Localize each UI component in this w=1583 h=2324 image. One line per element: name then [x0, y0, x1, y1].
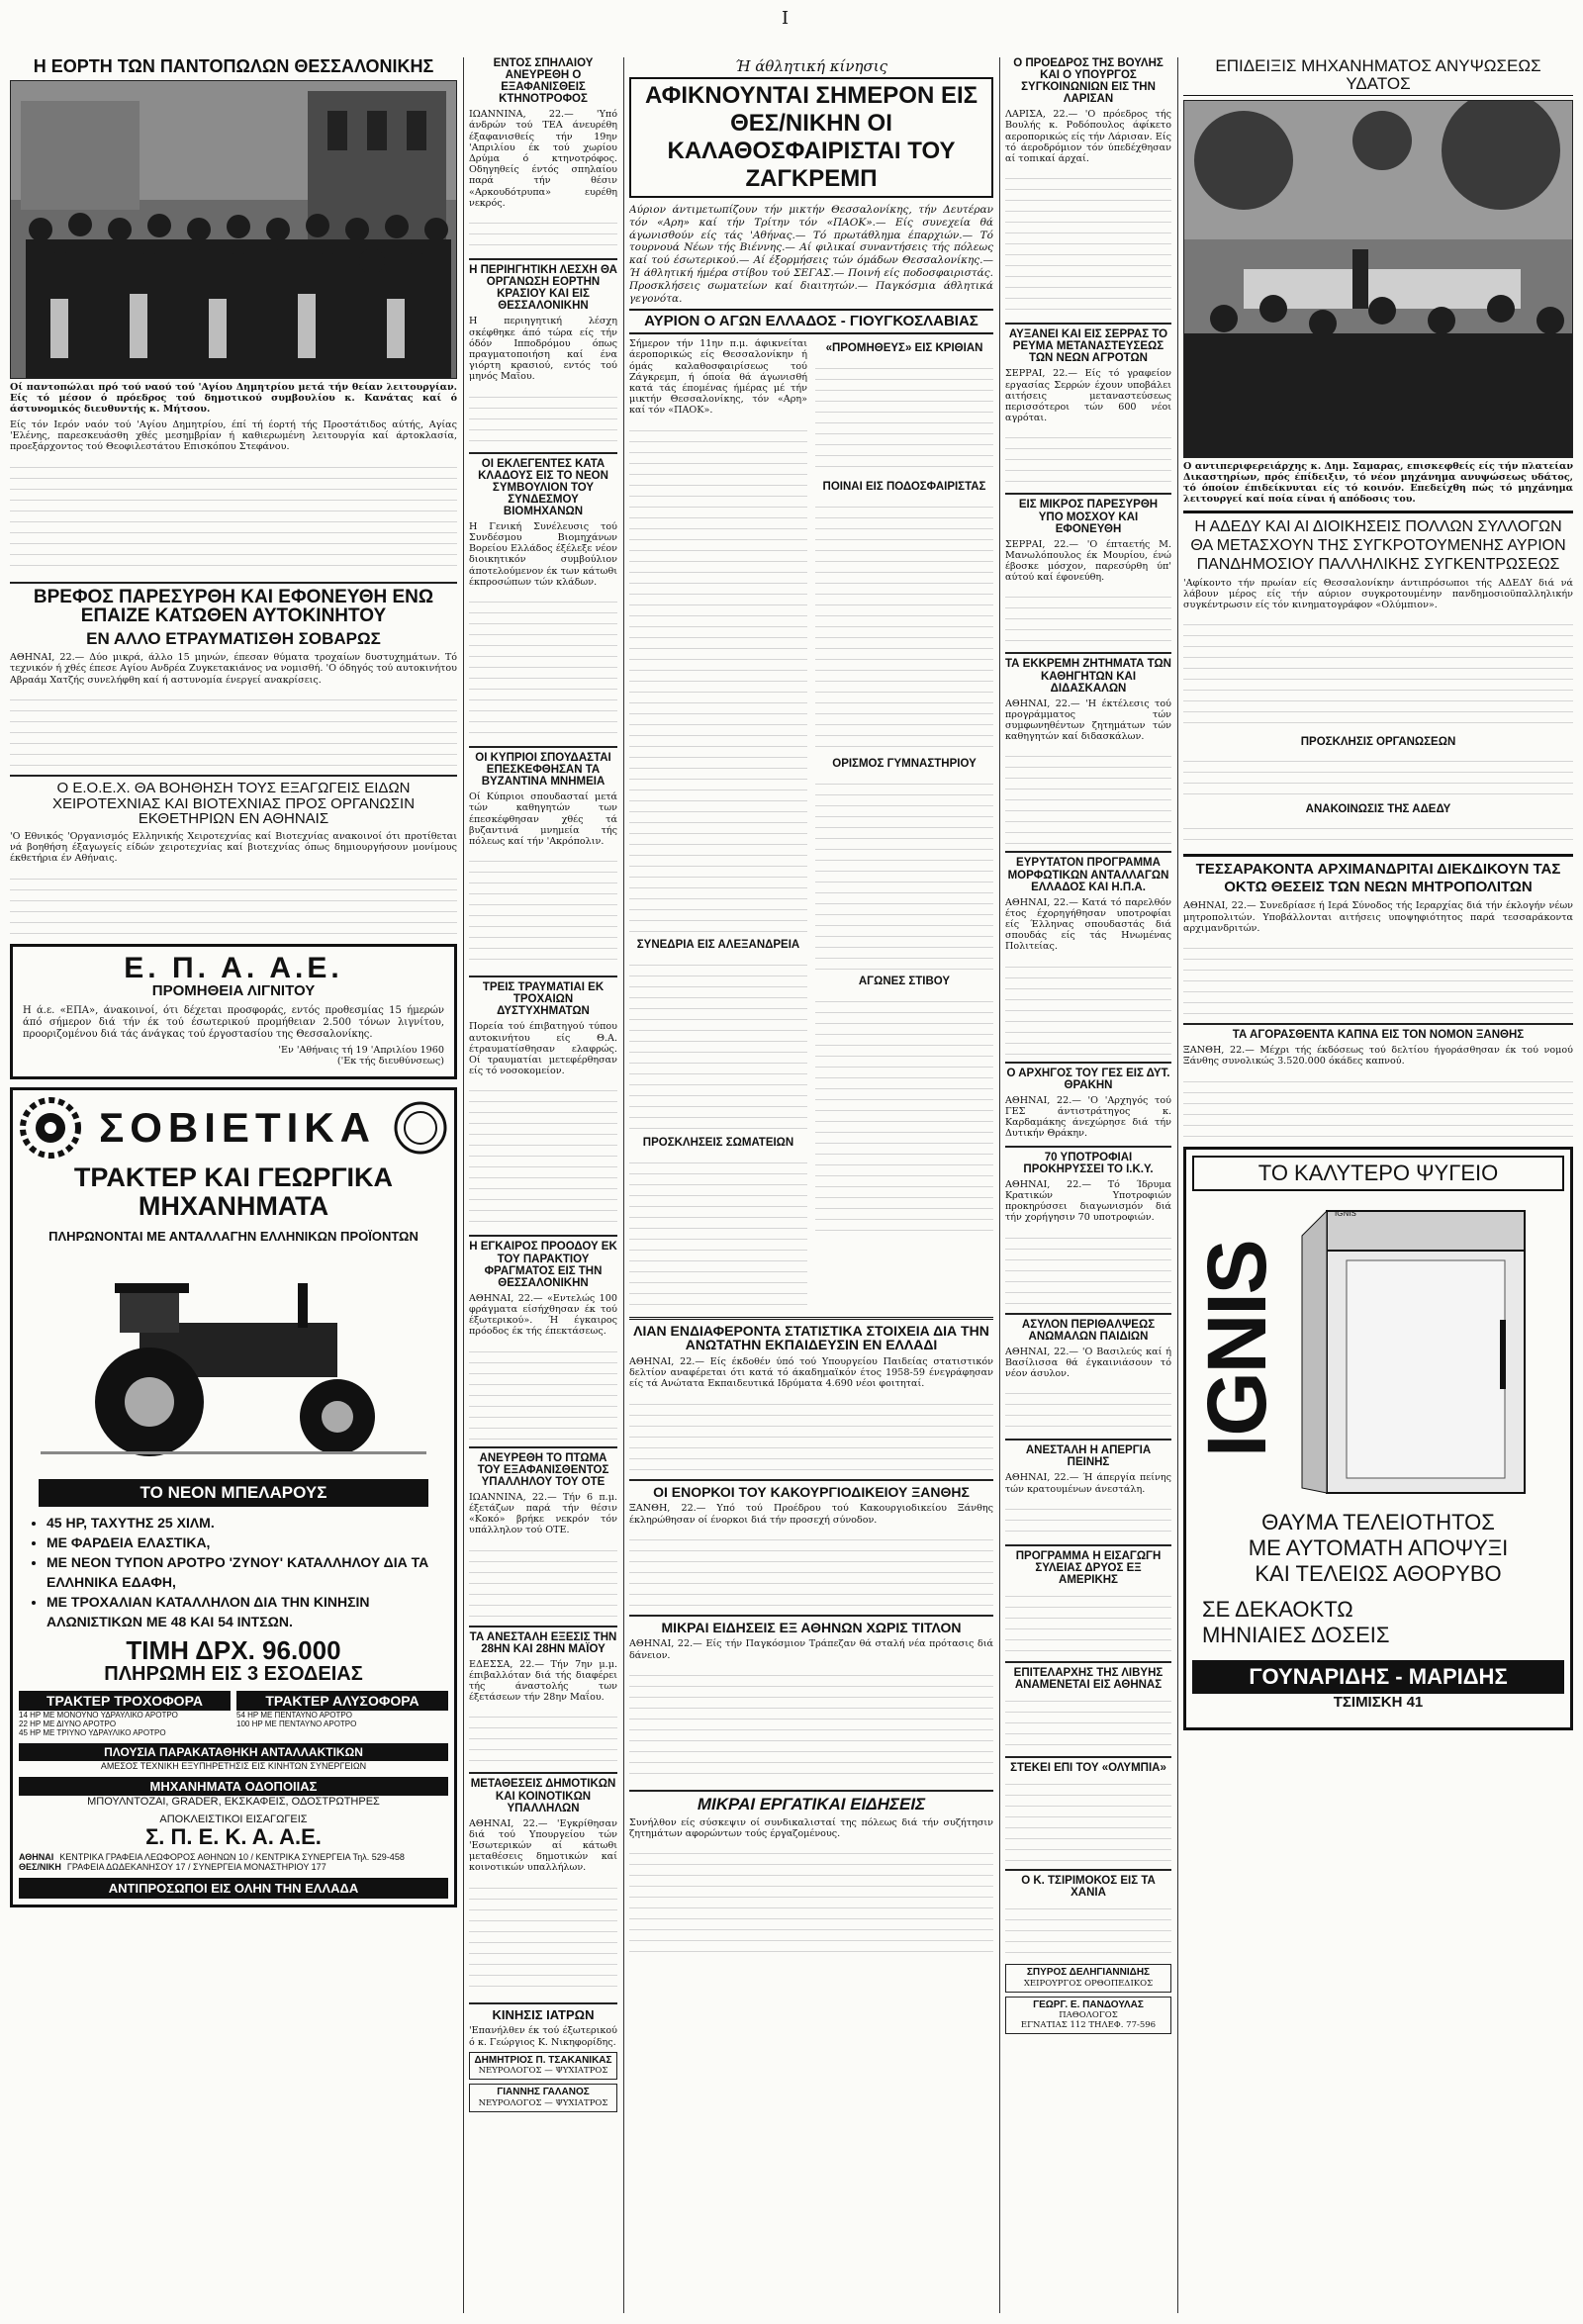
parts-service: ΑΜΕΣΟΣ ΤΕΧΝΙΚΗ ΕΞΥΠΗΡΕΤΗΣΙΣ ΕΙΣ ΚΙΝΗΤΩΝ ΣΥΝΕΡΓΕΙΩΝ: [100, 1760, 367, 1771]
headline-eoex: Ο Ε.Ο.Ε.Χ. ΘΑ ΒΟΗΘΗΣΗ ΤΟΥΣ ΕΞΑΓΩΓΕΙΣ ΕΙΔΩΝ ΧΕΙΡΟΤΕΧΝΙΑΣ ΚΑΙ ΒΙΟΤΕΧΝΙΑΣ ΠΡΟΣ ΟΡΓΑΝΩΣΙΝ ΕΚΘΕΤΗΡΙΩΝ ΕΝ ΑΘΗΝΑΙΣ: [51, 779, 416, 828]
body-text-continuation: [1005, 1586, 1171, 1655]
tracked-line: 54 ΗΡ ΜΕ ΠΕΝΤΑΥΝΟ ΑΡΟΤΡΟ: [236, 1710, 352, 1720]
headline-chania: Ο Κ. ΤΣΙΡΙΜΟΚΟΣ ΕΙΣ ΤΑ ΧΑΝΙΑ: [1021, 1875, 1156, 1900]
headline-invitation: ΠΡΟΣΚΛΗΣΙΣ ΟΡΓΑΝΩΣΕΩΝ: [1300, 736, 1456, 749]
exams-body: ΕΔΕΣΣΑ, 22.— Τήν 7ην μ.μ. έπιβαλλόταν διά τής διαφέρει τής άναστολής των έξετάσεων τήν 28ην Μαΐου.: [469, 1658, 617, 1704]
eoex-body: 'Ο Εθνικός 'Οργανισμός Ελληνικής Χειροτεχνίας καί Βιοτεχνίας ανακοινοί ότι προτίθεται νά βοηθήση έξαγωγείς είδών χειροτεχνίας καί βιοτεχνίας όπως δημιουργήσουν μονίμους έκθετήρια έν Αθήναις.: [10, 831, 457, 865]
dam-body: ΑΘΗΝΑΙ, 22.— «Εντελώς 100 φράγματα είσήχθησαν έκ τού έξωτερικού». Ή έγκαιρος πρόοδος έκ τής έπεκτάσεως.: [469, 1292, 617, 1338]
eoex-article: [10, 775, 457, 938]
body-text-continuation: [1183, 818, 1573, 848]
tracked-line: 100 ΗΡ ΜΕ ΠΕΝΤΑΥΝΟ ΑΡΟΤΡΟ: [236, 1719, 357, 1728]
thrace-body: ΑΘΗΝΑΙ, 22.— 'Ο 'Αρχηγός τού ΓΕΣ άντιστράτηγος κ. Καρδαμάκης άνεχώρησε διά τήν Δυτικήν Θράκην.: [1005, 1094, 1171, 1140]
archimandrites-body: ΑΘΗΝΑΙ, 22.— Συνεδρίασε ή Ιερά Σύνοδος τής Ιεραρχίας διά τήν έκλογήν νέων μητροπολιτών. Υποβάλλονται αιτήσεις υποψηφιότητος παρά τεσσαράκοντα αρχιμανδριτών.: [1183, 900, 1573, 934]
asylum-body: ΑΘΗΝΑΙ, 22.— 'Ο Βασιλεύς καί ή Βασίλισσα θά έγκαινιάσουν τό νέον άσυλον.: [1005, 1346, 1171, 1380]
importer-label: ΑΠΟΚΛΕΙΣΤΙΚΟΙ ΕΙΣΑΓΩΓΕΙΣ: [159, 1813, 308, 1825]
headline-adedy: Η ΑΔΕΔΥ ΚΑΙ ΑΙ ΔΙΟΙΚΗΣΕΙΣ ΠΟΛΛΩΝ ΣΥΛΛΟΓΩΝ ΘΑ ΜΕΤΑΣΧΟΥΝ ΤΗΣ ΣΥΓΚΡΟΤΟΥΜΕΝΗΣ ΑΥΡΙΟΝ ΠΑΝΔΗΜΟΣΙΟΥ ΠΑΛΛΗΛΙΚΗΣ ΣΥΓΚΕΝΤΡΩΣΕΩΣ: [1190, 517, 1566, 573]
body-text-continuation: [629, 1665, 993, 1784]
sports-left-subcolumn: [629, 338, 807, 1311]
headline-doctors: ΚΙΝΗΣΙΣ ΙΑΤΡΩΝ: [492, 2006, 595, 2022]
epa-subtitle: ΠΡΟΜΗΘΕΙΑ ΛΙΓΝΙΤΟΥ: [151, 982, 316, 1000]
headline-asylum: ΑΣΥΛΟΝ ΠΕΡΙΘΑΛΨΕΩΣ ΑΝΩΜΑΛΩΝ ΠΑΙΔΙΩΝ: [1021, 1318, 1156, 1343]
body-text-continuation: [815, 358, 993, 477]
headline-jurors: ΟΙ ΕΝΟΡΚΟΙ ΤΟΥ ΚΑΚΟΥΡΓΙΟΔΙΚΕΙΟΥ ΞΑΝΘΗΣ: [653, 1483, 970, 1500]
refrigerator-illustration: [1287, 1201, 1554, 1498]
wheeled-line: 22 ΗΡ ΜΕ ΔΙΥΝΟ ΑΡΟΤΡΟ: [19, 1719, 117, 1728]
gear-logo-icon: [19, 1096, 82, 1160]
headline-olympia: ΣΤΕΚΕΙ ΕΠΙ ΤΟΥ «ΟΛΥΜΠΙΑ»: [1010, 1762, 1166, 1775]
doctor-name: ΣΠΥΡΟΣ ΔΕΛΗΓΙΑΝΝΙΔΗΣ: [1026, 1967, 1151, 1979]
tractor-illustration: [19, 1254, 448, 1471]
body-text-continuation: [469, 1342, 617, 1441]
wheeled-line: 45 ΗΡ ΜΕ ΤΡΙΥΝΟ ΥΔΡΑΥΛΙΚΟ ΑΡΟΤΡΟ: [19, 1727, 166, 1737]
statistics-body: ΑΘΗΝΑΙ, 22.— Είς έκδοθέν ύπό τού Υπουργείου Παιδείας στατιστικόν δελτίον αναφέρεται ότι κατά τό άκαδημαϊκόν έτος 1958-59 ένεγράφησαν είς τά Ανώτατα Εκπαιδευτικά Ιδρύματα 4.690 νέοι φοιτηταί.: [629, 1356, 993, 1390]
hunger-strike-body: ΑΘΗΝΑΙ, 22.— Ή άπεργία πείνης τών κρατουμένων άνεστάλη.: [1005, 1472, 1171, 1495]
body-text-continuation: [1183, 938, 1573, 1017]
column-rule: [623, 57, 624, 2313]
ignis-tagline-3: ΚΑΙ ΤΕΛΕΙΩΣ ΑΘΟΡΥΒΟ: [1255, 1560, 1502, 1586]
body-text-continuation: [629, 1153, 807, 1311]
doctors-body: 'Επανήλθεν έκ τού έξωτερικού ό κ. Γεώργιος Κ. Νικηφορίδης.: [469, 2025, 617, 2048]
column-1: [10, 57, 457, 2318]
water-pump-caption: Ο αντιπεριφερειάρχης κ. Δημ. Σαμαρας, επισκεφθείς είς τήν πλατείαν Δικαστηρίων, πρός έπίδειξιν, τό νέον μηχάνημα ανυψώσεως υδάτος, τό όποίον έπιδείκνυται είς τό κοινόν. Επεδείχθη πώς τό μηχάνημα λειτουργεί καί ποία είναι ή απόδοσις του.: [1183, 460, 1573, 505]
calf-body: ΣΕΡΡΑΙ, 22.— 'Ο έπταετής Μ. Μανωλόπουλος έκ Μουρίου, ένώ έβοσκε μόσχον, παρεσύρθη ύπ' αύτού καί έφονεύθη.: [1005, 538, 1171, 584]
wheeled-tractor-label: ΤΡΑΚΤΕΡ ΤΡΟΧΟΦΟΡΑ: [19, 1691, 231, 1711]
three-injured-body: Πορεία τού έπιβατηγού τύπου αυτοκινήτου είς Θ.Α. έτραυματίσθησαν ελαφρώς. Οί τραυματίαι μετεφέρθησαν είς τό νοσοκομείον.: [469, 1021, 617, 1077]
body-text-continuation: [1183, 751, 1573, 800]
road-machinery: ΜΗΧΑΝΗΜΑΤΑ ΟΔΟΠΟΙΙΑΣ: [19, 1777, 448, 1796]
club-body: Η περιηγητική λέσχη σκέφθηκε άπό τώρα είς τήν όδόν Ιπποδρόμου όπως πραγματοποιήση καί ένα γιόρτη κρασιού, εντός τού μηνός Μαΐου.: [469, 316, 617, 383]
headline-invitations: ΠΡΟΣΚΛΗΣΕΙΣ ΣΩΜΑΤΕΙΩΝ: [642, 1136, 794, 1149]
water-pump-photo: [1183, 100, 1573, 458]
fridge-brand-label: IGNIS: [1335, 1208, 1356, 1218]
column-rule: [463, 57, 464, 2313]
doctor-specialty: ΠΑΘΟΛΟΓΟΣ: [1059, 2010, 1118, 2021]
body-text-continuation: [1005, 1499, 1171, 1538]
feature-item: • ΜΕ ΝΕΟΝ ΤΥΠΟΝ ΑΡΟΤΡΟ 'ΖΥΝΟΥ' ΚΑΤΑΛΛΗΛΟΥ ΔΙΑ ΤΑ ΕΛΛΗΝΙΚΑ ΕΔΑΦΗ,: [47, 1552, 448, 1592]
teachers-body: ΑΘΗΝΑΙ, 22.— 'Η έκτέλεσις τού προγράμματος τών συμφωνηθέντων ζητημάτων τών καθηγητών καί διδασκάλων.: [1005, 697, 1171, 743]
column-rule: [999, 57, 1000, 2313]
thessaloniki-label: ΘΕΣ/ΝΙΚΗ: [19, 1862, 61, 1873]
ignis-address: ΤΣΙΜΙΣΚΗ 41: [1333, 1693, 1424, 1711]
headline-tobacco: ΤΑ ΑΓΟΡΑΣΘΕΝΤΑ ΚΑΠΝΑ ΕΙΣ ΤΟΝ ΝΟΜΟΝ ΞΑΝΘΗΣ: [1232, 1029, 1525, 1042]
headline-calf: ΕΙΣ ΜΙΚΡΟΣ ΠΑΡΕΣΥΡΘΗ ΥΠΟ ΜΟΣΧΟΥ ΚΑΙ ΕΦΟΝΕΥΘΗ: [1018, 499, 1159, 535]
crowd-photo-image: [11, 81, 457, 378]
athens-label: ΑΘΗΝΑΙ: [19, 1852, 54, 1863]
thessaloniki-address: ΓΡΑΦΕΙΑ ΔΩΔΕΚΑΝΗΣΟΥ 17 / ΣΥΝΕΡΓΕΙΑ ΜΟΝΑΣΤΗΡΙΟΥ 177: [66, 1862, 326, 1873]
body-text-continuation: [10, 869, 457, 938]
body-text-continuation: [1005, 1228, 1171, 1307]
headline-penalties: ΠΟΙΝΑΙ ΕΙΣ ΠΟΔΟΣΦΑΙΡΙΣΤΑΣ: [822, 481, 986, 494]
parts-stock: ΠΛΟΥΣΙΑ ΠΑΡΑΚΑΤΑΘΗΚΗ ΑΝΤΑΛΛΑΚΤΙΚΩΝ: [19, 1743, 448, 1761]
body-text-continuation: [469, 1707, 617, 1766]
labor-news-body: Συνήλθον είς σύσκεψιν οί συνδικαλισταί της πόλεως διά τήν συζήτησιν ζητημάτων αφορώντων τούς έργαζομένους.: [629, 1816, 993, 1839]
top-mark: I: [782, 8, 790, 29]
epa-date: 'Εν 'Αθήναις τή 19 'Απριλίου 1960: [278, 1044, 444, 1056]
headline-track: ΑΓΩΝΕΣ ΣΤΙΒΟΥ: [858, 976, 951, 988]
column-2: [469, 57, 617, 2318]
festival-photo: [10, 80, 457, 379]
headline-exchange: ΕΥΡΥΤΑΤΟΝ ΠΡΟΓΡΑΜΜΑ ΜΟΡΦΩΤΙΚΩΝ ΑΝΤΑΛΛΑΓΩΝ ΕΛΛΑΔΟΣ ΚΑΙ Η.Π.Α.: [1007, 857, 1169, 893]
body-text-continuation: [10, 457, 457, 576]
headline-gym: ΟΡΙΣΜΟΣ ΓΥΜΝΑΣΤΗΡΙΟΥ: [832, 758, 977, 771]
body-text-continuation: [10, 690, 457, 769]
body-text-continuation: [629, 420, 807, 935]
tracked-tractor-label: ΤΡΑΚΤΕΡ ΑΛΥΣΟΦΟΡΑ: [236, 1691, 448, 1711]
epa-ad: [10, 944, 457, 1080]
representatives: ΑΝΤΙΠΡΟΣΩΠΟΙ ΕΙΣ ΟΛΗΝ ΤΗΝ ΕΛΛΑΔΑ: [19, 1878, 448, 1899]
body-text-continuation: [1005, 1774, 1171, 1863]
body-text-continuation: [469, 1878, 617, 1997]
headline-teachers: ΤΑ ΕΚΚΡΕΜΗ ΖΗΤΗΜΑΤΑ ΤΩΝ ΚΑΘΗΓΗΤΩΝ ΚΑΙ ΔΙΔΑΣΚΑΛΩΝ: [1005, 658, 1171, 695]
doctor-name: ΔΗΜΗΤΡΙΟΣ Π. ΤΣΑΚΑΝΙΚΑΣ: [474, 2054, 612, 2066]
baby-body: ΑΘΗΝΑΙ, 22.— Δύο μικρά, άλλο 15 μηνών, έπεσαν θύματα τροχαίων δυστυχημάτων. Τό τεχνικόν ή χθές έπεσε Αγίου Ανδρέα Ζυγκετακιάνος να νομισθή. 'Ο όδηγός τού αυτοκινήτου Αβραάμ Χατζής συνελήφθη καί ή αστυνομία ένεργεί ανακρίσεις.: [10, 652, 457, 686]
column-5: [1183, 57, 1573, 2318]
headline-transfers: ΜΕΤΑΘΕΣΕΙΣ ΔΗΜΟΤΙΚΩΝ ΚΑΙ ΚΟΙΝΟΤΙΚΩΝ ΥΠΑΛΛΗΛΩΝ: [470, 1778, 616, 1814]
epa-signature: ('Εκ τής διευθύνσεως): [336, 1056, 444, 1068]
festival-body: Είς τόν Ιερόν ναόν τού 'Αγίου Δημητρίου, έπί τή έορτή τής Προστάτιδος αύτής, Αγίας 'Ελένης, παρεσκευάσθη χθές μεσημβρίαν ή καθιερωμένη λειτουργία καί άρτοκλασία, προεξάρχοντος τού Θεοφιλεστάτου Επισκόπου Στεφάνου.: [10, 418, 457, 453]
soviet-new-model: ΤΟ ΝΕΟΝ ΜΠΕΛΑΡΟΥΣ: [39, 1479, 428, 1507]
scholarships-body: ΑΘΗΝΑΙ, 22.— Τό Ίδρυμα Κρατικών Υποτροφιών προκηρύσσει διαγωνισμόν διά τήν χορήγησιν 70 υποτροφιών.: [1005, 1178, 1171, 1224]
body-text-continuation: [815, 497, 993, 754]
headline-brief-news: ΜΙΚΡΑΙ ΕΙΔΗΣΕΙΣ ΕΞ ΑΘΗΝΩΝ ΧΩΡΙΣ ΤΙΤΛΟΝ: [661, 1619, 962, 1635]
headline-oak-import: ΠΡΟΓΡΑΜΜΑ Η ΕΙΣΑΓΩΓΗ ΣΥΛΕΙΑΣ ΔΡΥΟΣ ΕΞ ΑΜΕΡΙΚΗΣ: [1015, 1549, 1162, 1586]
column-4: [1005, 57, 1171, 2318]
seal-icon: [393, 1100, 448, 1156]
body-text-continuation: [469, 851, 617, 970]
headline-three-injured: ΤΡΕΙΣ ΤΡΑΥΜΑΤΙΑΙ ΕΚ ΤΡΟΧΑΙΩΝ ΔΥΣΤΥΧΗΜΑΤΩΝ: [482, 981, 605, 1018]
column-rule: [1177, 57, 1178, 2313]
body-text-continuation: [1005, 168, 1171, 317]
headline-elected: ΟΙ ΕΚΛΕΓΕΝΤΕΣ ΚΑΤΑ ΚΛΑΔΟΥΣ ΕΙΣ ΤΟ ΝΕΟΝ ΣΥΜΒΟΥΛΙΟΝ ΤΟΥ ΣΥΝΔΕΣΜΟΥ ΒΙΟΜΗΧΑΝΩΝ: [478, 457, 608, 517]
headline-labor-news: ΜΙΚΡΑΙ ΕΡΓΑΤΙΚΑΙ ΕΙΔΗΣΕΙΣ: [697, 1794, 926, 1813]
doctor-specialty: ΝΕΥΡΟΛΟΓΟΣ — ΨΥΧΙΑΤΡΟΣ: [478, 2066, 608, 2077]
adedy-body: 'Αφίκοντο τήν πρωίαν είς Θεσσαλονίκην άντιπρόσωποι τής ΑΔΕΔΥ διά νά λάβουν μέρος είς τήν αύριον συγκροτουμένην πανδημοσιοϋπαλληλικήν συγκέντρωσιν είς τόν κινηματογράφον «Ολύμπιον».: [1183, 577, 1573, 611]
headline-cave: ΕΝΤΟΣ ΣΠΗΛΑΙΟΥ ΑΝΕΥΡΕΘΗ Ο ΕΞΑΦΑΝΙΣΘΕΙΣ ΚΤΗΝΟΤΡΟΦΟΣ: [493, 57, 594, 106]
soviet-tractor-ad: [10, 1087, 457, 1907]
body-text-continuation: [629, 1843, 993, 1962]
doctor-specialty: ΧΕΙΡΟΥΡΓΟΣ ΟΡΘΟΠΕΔΙΚΟΣ: [1023, 1978, 1154, 1989]
soviet-subtitle: ΤΡΑΚΤΕΡ ΚΑΙ ΓΕΩΡΓΙΚΑ ΜΗΧΑΝΗΜΑΤΑ: [73, 1162, 394, 1221]
cave-body: ΙΩΑΝΝΙΝΑ, 22.— 'Υπό άνδρών τού ΤΕΑ άνευρέθη έξαφανισθείς τήν 19ην 'Απριλίου έκ τού χωρίου Δρύμα ό κτηνοτρόφος. Οδηγηθείς έντός σπηλαίου παρά τήν θέσιν «Αρκουδότρυπα» ευρέθη νεκρός.: [469, 109, 617, 209]
feature-item: • 45 ΗΡ, ΤΑΧΥΤΗΣ 25 ΧΙΛΜ.: [47, 1513, 448, 1533]
soviet-terms: ΠΛΗΡΩΜΗ ΕΙΣ 3 ΕΣΟΔΕΙΑΣ: [104, 1662, 363, 1685]
soviet-title: ΣΟΒΙΕΤΙΚΑ: [99, 1104, 376, 1152]
body-text-continuation: [629, 1394, 993, 1473]
headline-baby: ΒΡΕΦΟΣ ΠΑΡΕΣΥΡΘΗ ΚΑΙ ΕΦΟΝΕΥΘΗ ΕΝΩ ΕΠΑΙΖΕ ΚΑΤΩΘΕΝ ΑΥΤΟΚΙΝΗΤΟΥ: [33, 586, 434, 627]
headline-festival: Η ΕΟΡΤΗ ΤΩΝ ΠΑΝΤΟΠΩΛΩΝ ΘΕΣΣΑΛΟΝΙΚΗΣ: [33, 57, 434, 76]
ignis-dealer: ΓΟΥΝΑΡΙΔΗΣ - ΜΑΡΙΔΗΣ: [1192, 1660, 1564, 1694]
elected-body: Η Γενική Συνέλευσις τού Συνδέσμου Βιομηχάνων Βορείου Ελλάδος έξέλεξε νέον διοικητικόν συμβούλιον άποτελούμενον έκ των κάτωθι έκπροσώπων τών κλάδων.: [469, 520, 617, 588]
headline-body-found: ΑΝΕΥΡΕΘΗ ΤΟ ΠΤΩΜΑ ΤΟΥ ΕΞΑΦΑΝΙΣΘΕΝΤΟΣ ΥΠΑΛΛΗΛΟΥ ΤΟΥ ΟΤΕ: [477, 1451, 609, 1488]
body-text-continuation: [815, 991, 993, 1239]
body-found-body: ΙΩΑΝΝΙΝΑ, 22.— Τήν 6 π.μ. έξετάζων παρά τήν θέσιν «Κοκό» βρήκε νεκρόν τόν υπάλληλον τού ΟΤΕ.: [469, 1491, 617, 1536]
headline-dam: Η ΕΓΚΑΙΡΟΣ ΠΡΟΟΔΟΥ ΕΚ ΤΟΥ ΠΑΡΑΚΤΙΟΥ ΦΡΑΓΜΑΤΟΣ ΕΙΣ ΤΗΝ ΘΕΣΣΑΛΟΝΙΚΗΝ: [469, 1241, 617, 1289]
cypriots-body: Οί Κύπριοι σπουδασταί μετά τών καθηγητών των έπεσκέφθησαν χθές τά βυζαντινά μνημεία τής πόλεως καί τήν 'Ακρόπολιν.: [469, 791, 617, 848]
importer-name: Σ. Π. Ε. Κ. Α. Α.Ε.: [145, 1823, 322, 1849]
feature-item: • ΜΕ ΦΑΡΔΕΙΑ ΕΛΑΣΤΙΚΑ,: [47, 1533, 448, 1552]
column-3: [629, 57, 993, 2318]
festival-caption: Οί παντοπώλαι πρό τού ναού τού 'Αγίου Δημητρίου μετά τήν θείαν λειτουργίαν. Είς τό μέσον ό πρόεδρος τού δημοτικού συμβουλίου κ. Κανάτας καί ό άστυνομικός διευθυντής κ. Μήτσου.: [10, 381, 457, 415]
headline-zagreb: ΑΦΙΚΝΟΥΝΤΑΙ ΣΗΜΕΡΟΝ ΕΙΣ ΘΕΣ/ΝΙΚΗΝ ΟΙ ΚΑΛΑΘΟΣΦΑΙΡΙΣΤΑΙ ΤΟΥ ΖΑΓΚΡΕΜΠ: [644, 82, 978, 192]
ignis-tagline-5: ΜΗΝΙΑΙΕΣ ΔΟΣΕΙΣ: [1202, 1622, 1390, 1647]
headline-libya: ΕΠΙΤΕΛΑΡΧΗΣ ΤΗΣ ΛΙΒΥΗΣ ΑΝΑΜΕΝΕΤΑΙ ΕΙΣ ΑΘΗΝΑΣ: [1013, 1667, 1164, 1692]
baby-article: [10, 582, 457, 769]
body-text-continuation: [1005, 957, 1171, 1056]
body-text-continuation: [469, 1540, 617, 1620]
body-text-continuation: [1005, 587, 1171, 646]
headline-hunger-strike: ΑΝΕΣΤΑΛΗ Η ΑΠΕΡΓΙΑ ΠΕΙΝΗΣ: [1025, 1444, 1152, 1469]
doctor-name: ΓΙΑΝΝΗΣ ΓΑΛΑΝΟΣ: [497, 2087, 590, 2098]
headline-prometheus: «ΠΡΟΜΗΘΕΥΣ» ΕΙΣ ΚΡΙΘΙΑΝ: [825, 342, 983, 355]
ignis-logo: IGNIS: [1190, 1241, 1283, 1457]
yugoslavia-body: Σήμερον τήν 11ην π.μ. άφικνείται άεροπορικώς είς Θεσσαλονίκην ή όμάς καλαθοσφαιρίσεως τού Ζάγκρεμπ, ή όποία θά άγωνισθή κατά τάς έπομένας ήμέρας μέ τήν μικτήν Θεσσαλονίκης, τόν «Αρη» καί τόν «ΠΑΟΚ».: [629, 338, 807, 417]
body-text-continuation: [1005, 1899, 1171, 1958]
epa-body: Η ά.ε. «ΕΠΑ», άνακοινοί, ότι δέχεται προσφοράς, εντός προθεσμίας 15 ήμερών άπό σήμερον διά τήν έκ τού έσωτερικού προμήθειαν 2.500 τόνων λιγνίτου, προοριζομένου διά τάς άνάγκας τού έργοστασίου της Θεσσαλονίκης.: [23, 1004, 444, 1040]
sports-kicker: Ή άθλητική κίνησις: [734, 57, 888, 75]
body-text-continuation: [469, 387, 617, 446]
headline-thrace: Ο ΑΡΧΗΓΟΣ ΤΟΥ ΓΕΣ ΕΙΣ ΔΥΤ. ΘΡΑΚΗΝ: [1006, 1067, 1170, 1091]
headline-water-pump: ΕΠΙΔΕΙΞΙΣ ΜΗΧΑΝΗΜΑΤΟΣ ΑΝΥΨΩΣΕΩΣ ΥΔΑΤΟΣ: [1183, 57, 1573, 96]
doctor-address: ΕΓΝΑΤΙΑΣ 112 ΤΗΛΕΦ. 77-596: [1020, 2020, 1157, 2031]
headline-parliament: Ο ΠΡΟΕΔΡΟΣ ΤΗΣ ΒΟΥΛΗΣ ΚΑΙ Ο ΥΠΟΥΡΓΟΣ ΣΥΓΚΟΙΝΩΝΙΩΝ ΕΙΣ ΤΗΝ ΛΑΡΙΣΑΝ: [1013, 57, 1164, 106]
tractor-types: [19, 1691, 448, 1737]
ignis-headline: ΤΟ ΚΑΛΥΤΕΡΟ ΨΥΓΕΙΟ: [1192, 1156, 1564, 1191]
body-text-continuation: [1005, 427, 1171, 487]
road-machinery-list: ΜΠΟΥΛΝΤΟΖΑΙ, GRADER, ΕΚΣΚΑΦΕΙΣ, ΟΔΟΣΤΡΩΤΗΡΕΣ: [87, 1795, 380, 1808]
soviet-feature-list: [19, 1513, 448, 1631]
sports-right-subcolumn: [815, 338, 993, 1311]
sports-summary: Αύριον άντιμετωπίζουν τήν μικτήν Θεσσαλονίκης, τήν Δευτέραν τόν «Αρη» καί τήν Τρίτην τόν «ΠΑΟΚ».— Είς συνεχεία θά άγωνισθούν είς τάς 'Αθήνας.— Τό πρωτάθλημα έπαρχιών.— Τό τουρνουά Νέων τής Βιέννης.— Αί φιλικαί συναντήσεις τής πόλεως καί τού έσωτερικού.— Αί έξορμήσεις τών όμάδων Θεσσαλονίκης.— Ή άθλητική ήμέρα στίβου τού ΣΕΓΑΣ.— Ποινή είς ποδοσφαιριστάς. Προσκλήσεις σωματείων καί διαιτητών.— Παγκόσμια άθλητικά γεγονότα.: [629, 204, 993, 305]
body-text-continuation: [1005, 1691, 1171, 1750]
body-text-continuation: [469, 592, 617, 740]
brief-news-body: ΑΘΗΝΑΙ, 22.— Είς τήν Παγκόσμιον Τράπεζαν θά σταλή νέα πρότασις διά δάνειον.: [629, 1638, 993, 1661]
soviet-price: ΤΙΜΗ ΔΡΧ. 96.000: [126, 1634, 341, 1665]
body-text-continuation: [1183, 1071, 1573, 1141]
body-text-continuation: [1005, 1383, 1171, 1433]
ignis-ad: [1183, 1147, 1573, 1730]
body-text-continuation: [629, 1530, 993, 1609]
headline-statistics: ΛΙΑΝ ΕΝΔΙΑΦΕΡΟΝΤΑ ΣΤΑΤΙΣΤΙΚΑ ΣΤΟΙΧΕΙΑ ΔΙΑ ΤΗΝ ΑΝΩΤΑΤΗΝ ΕΚΠΑΙΔΕΥΣΙΝ ΕΝ ΕΛΛΑΔΙ: [633, 1322, 989, 1353]
tobacco-body: ΞΑΝΘΗ, 22.— Μέχρι τής έκδόσεως τού δελτίου ήγοράσθησαν έκ τού νομού Ξάνθης συνολικώς 3.520.000 όκάδες καπνού.: [1183, 1045, 1573, 1068]
headline-emigration: ΑΥΞΑΝΕΙ ΚΑΙ ΕΙΣ ΣΕΡΡΑΣ ΤΟ ΡΕΥΜΑ ΜΕΤΑΝΑΣΤΕΥΣΕΩΣ ΤΩΝ ΝΕΩΝ ΑΓΡΟΤΩΝ: [1008, 328, 1168, 365]
athens-address: ΚΕΝΤΡΙΚΑ ΓΡΑΦΕΙΑ ΛΕΩΦΟΡΟΣ ΑΘΗΝΩΝ 10 / ΚΕΝΤΡΙΚΑ ΣΥΝΕΡΓΕΙΑ Τηλ. 529-458: [59, 1852, 405, 1863]
emigration-body: ΣΕΡΡΑΙ, 22.— Είς τό γραφείον εργασίας Σερρών έχουν υποβάλει αιτήσεις μεταναστεύσεως περισσότεροι τών 600 νέοι αγρόται.: [1005, 368, 1171, 424]
body-text-continuation: [815, 774, 993, 972]
subhead-baby: ΕΝ ΑΛΛΟ ΕΤΡΑΥΜΑΤΙΣΘΗ ΣΟΒΑΡΩΣ: [86, 629, 381, 649]
body-text-continuation: [469, 213, 617, 252]
jurors-body: ΞΑΝΘΗ, 22.— Υπό τού Προέδρου τού Κακουργιοδικείου Ξάνθης έκληρώθησαν οί ένορκοι διά τήν προσεχή σύνοδον.: [629, 1503, 993, 1526]
body-text-continuation: [629, 955, 807, 1133]
doctor-specialty: ΝΕΥΡΟΛΟΓΟΣ — ΨΥΧΙΑΤΡΟΣ: [478, 2097, 608, 2108]
epa-title: Ε. Π. Α. Α.Ε.: [124, 951, 343, 984]
feature-item: • ΜΕ ΤΡΟΧΑΛΙΑΝ ΚΑΤΑΛΛΗΛΟΝ ΔΙΑ ΤΗΝ ΚΙΝΗΣΙΝ ΑΛΩΝΙΣΤΙΚΩΝ ΜΕ 48 ΚΑΙ 54 ΙΝΤΣΩΝ.: [47, 1592, 448, 1631]
ignis-tagline-4: ΣΕ ΔΕΚΑΟΚΤΩ: [1202, 1596, 1353, 1622]
body-text-continuation: [1183, 614, 1573, 733]
headline-trials: ΣΥΝΕΔΡΙΑ ΕΙΣ ΑΛΕΞΑΝΔΡΕΙΑ: [636, 938, 800, 951]
exchange-body: ΑΘΗΝΑΙ, 22.— Κατά τό παρελθόν έτος έχορηγήθησαν υποτροφίαι είς Έλληνας σπουδαστάς διά σπουδάς είς τάς Ηνωμένας Πολιτείας.: [1005, 896, 1171, 953]
ignis-tagline-1: ΘΑΥΜΑ ΤΕΛΕΙΟΤΗΤΟΣ: [1261, 1509, 1495, 1534]
headline-announcement: ΑΝΑΚΟΙΝΩΣΙΣ ΤΗΣ ΑΔΕΔΥ: [1305, 803, 1451, 816]
crowd-machine-image: [1184, 101, 1573, 457]
headline-exams: ΤΑ ΑΝΕΣΤΑΛΗ ΕΞΕΣΙΣ ΤΗΝ 28ΗΝ ΚΑΙ 28ΗΝ ΜΑΪΟΥ: [469, 1630, 617, 1655]
soviet-payment: ΠΛΗΡΩΝΟΝΤΑΙ ΜΕ ΑΝΤΑΛΛΑΓΗΝ ΕΛΛΗΝΙΚΩΝ ΠΡΟΪΟΝΤΩΝ: [48, 1229, 419, 1245]
headline-club: Η ΠΕΡΙΗΓΗΤΙΚΗ ΛΕΣΧΗ ΘΑ ΟΡΓΑΝΩΣΗ ΕΟΡΤΗΝ ΚΡΑΣΙΟΥ ΚΑΙ ΕΙΣ ΘΕΣΣΑΛΟΝΙΚΗΝ: [469, 264, 617, 313]
ignis-tagline-2: ΜΕ ΑΥΤΟΜΑΤΗ ΑΠΟΨΥΞΙ: [1248, 1534, 1509, 1560]
headline-scholarships: 70 ΥΠΟΤΡΟΦΙΑΙ ΠΡΟΚΗΡΥΣΣΕΙ ΤΟ Ι.Κ.Υ.: [1023, 1151, 1154, 1175]
headline-yugoslavia: ΑΥΡΙΟΝ Ο ΑΓΩΝ ΕΛΛΑΔΟΣ - ΓΙΟΥΓΚΟΣΛΑΒΙΑΣ: [629, 309, 993, 334]
doctor-name: ΓΕΩΡΓ. Ε. ΠΑΝΔΟΥΛΑΣ: [1033, 1999, 1144, 2010]
transfers-body: ΑΘΗΝΑΙ, 22.— 'Εγκρίθησαν διά τού Υπουργείου τών 'Εσωτερικών αί κάτωθι μεταθέσεις δημοτικών καί κοινοτικών υπαλλήλων.: [469, 1817, 617, 1874]
headline-archimandrites: ΤΕΣΣΑΡΑΚΟΝΤΑ ΑΡΧΙΜΑΝΔΡΙΤΑΙ ΔΙΕΚΔΙΚΟΥΝ ΤΑΣ ΟΚΤΩ ΘΕΣΕΙΣ ΤΩΝ ΝΕΩΝ ΜΗΤΡΟΠΟΛΙΤΩΝ: [1195, 861, 1561, 896]
body-text-continuation: [1005, 746, 1171, 845]
wheeled-line: 14 ΗΡ ΜΕ ΜΟΝΟΥΝΟ ΥΔΡΑΥΛΙΚΟ ΑΡΟΤΡΟ: [19, 1710, 178, 1720]
parliament-body: ΛΑΡΙΣΑ, 22.— 'Ο πρόεδρος τής Βουλής κ. Ροδόπουλος άφίκετο αεροπορικώς είς τήν Λάρισαν. Είς τό άεροδρόμιον τόν ύπεδέχθησαν αί τοπικαί άρχαί.: [1005, 109, 1171, 165]
headline-cypriots: ΟΙ ΚΥΠΡΙΟΙ ΣΠΟΥΔΑΣΤΑΙ ΕΠΕΣΚΕΦΘΗΣΑΝ ΤΑ ΒΥΖΑΝΤΙΝΑ ΜΝΗΜΕΙΑ: [475, 752, 611, 789]
body-text-continuation: [469, 1080, 617, 1229]
